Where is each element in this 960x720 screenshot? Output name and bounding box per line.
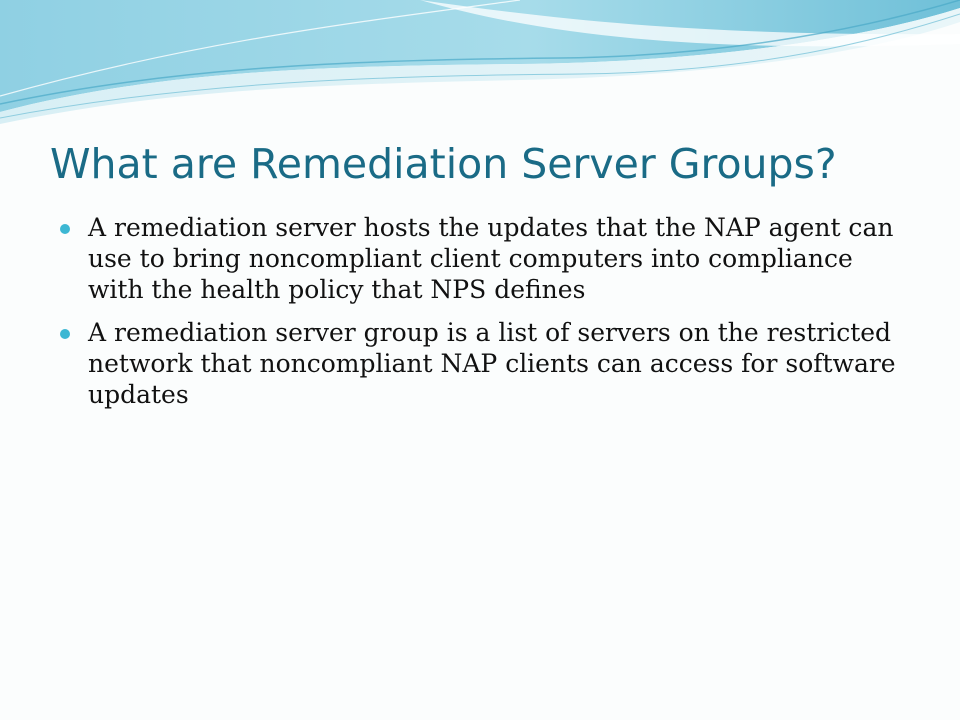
bullet-text: A remediation server hosts the updates that the NAP agent can use to bring noncompliant client computers into compliance with the health policy that NPS defines [88, 213, 894, 304]
bullet-item [60, 212, 910, 305]
bullet-item [60, 317, 910, 410]
header-wave-decoration [0, 0, 960, 140]
bullet-list [60, 212, 910, 422]
bullet-text: A remediation server group is a list of servers on the restricted network that noncompliant NAP clients can access for software updates [88, 318, 896, 409]
bullet-dot-icon [60, 329, 70, 339]
slide-title: What are Remediation Server Groups? [50, 140, 837, 188]
bullet-dot-icon [60, 224, 70, 234]
